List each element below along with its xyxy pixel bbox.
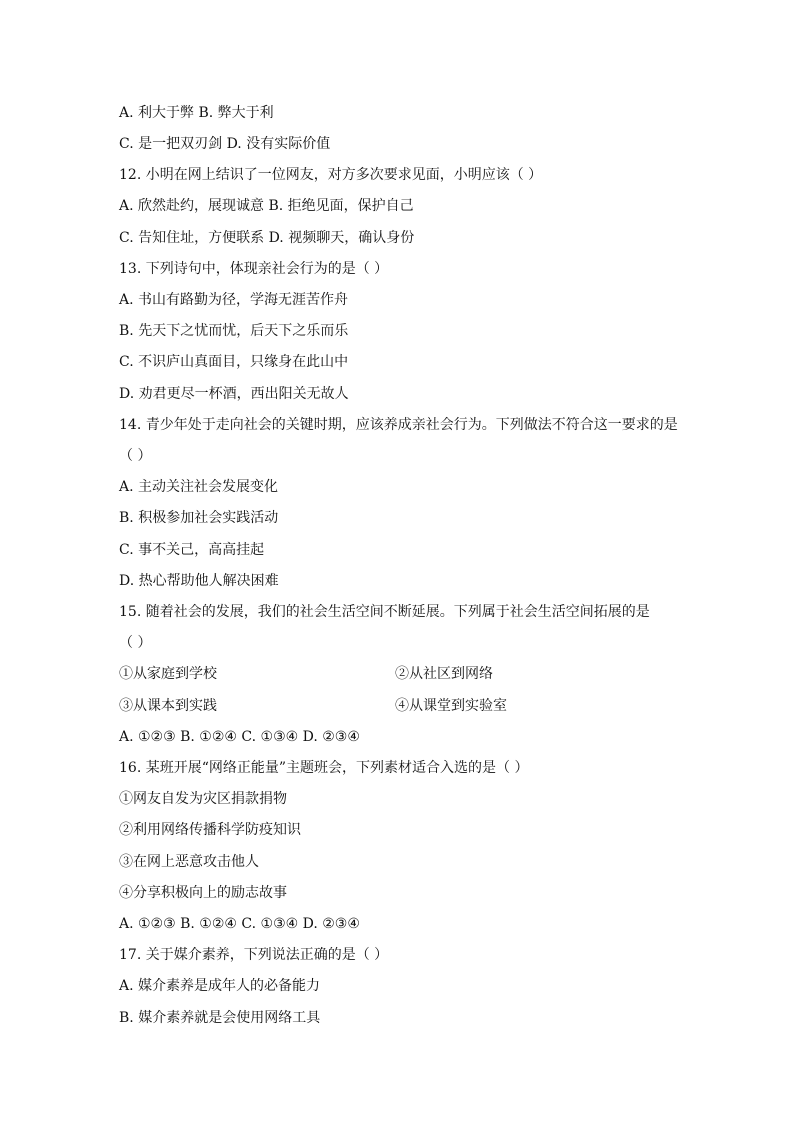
q16-item-1: ①网友自发为灾区捐款捐物 [119,791,287,807]
q15-question: 15. 随着社会的发展，我们的社会生活空间不断延展。下列属于社会生活空间拓展的是 [119,604,650,620]
q17-option-b: B. 媒介素养就是会使用网络工具 [119,1010,321,1026]
q14-option-a: A. 主动关注社会发展变化 [119,479,279,495]
q13-option-d: D. 劝君更尽一杯酒，西出阳关无故人 [119,386,349,402]
q11-options-ab: A. 利大于弊 B. 弊大于利 [119,105,274,121]
q12-options-ab: A. 欣然赴约，展现诚意 B. 拒绝见面，保护自己 [119,198,414,214]
q13-option-c: C. 不识庐山真面目，只缘身在此山中 [119,354,349,370]
q17-option-a: A. 媒介素养是成年人的必备能力 [119,978,321,994]
q15-options: A. ①②③ B. ①②④ C. ①③④ D. ②③④ [119,729,360,745]
q16-item-3: ③在网上恶意攻击他人 [119,854,259,870]
q13-option-a: A. 书山有路勤为径，学海无涯苦作舟 [119,292,349,308]
q16-item-2: ②利用网络传播科学防疫知识 [119,822,301,838]
q13-question: 13. 下列诗句中，体现亲社会行为的是（ ） [119,261,389,277]
q15-item-3: ③从课本到实践 [119,698,217,714]
q15-item-1: ①从家庭到学校 [119,666,217,682]
q13-option-b: B. 先天下之忧而忧，后天下之乐而乐 [119,323,349,339]
q12-question: 12. 小明在网上结识了一位网友，对方多次要求见面，小明应该（ ） [119,167,543,183]
q14-question: 14. 青少年处于走向社会的关键时期，应该养成亲社会行为。下列做法不符合这一要求的是 [119,417,678,433]
q17-question: 17. 关于媒介素养，下列说法正确的是（ ） [119,947,389,963]
q11-options-cd: C. 是一把双刃剑 D. 没有实际价值 [119,136,331,152]
q15-item-2: ②从社区到网络 [395,666,493,682]
q14-option-b: B. 积极参加社会实践活动 [119,510,279,526]
q14-option-d: D. 热心帮助他人解决困难 [119,573,279,589]
q14-answer-blank: （ ） [119,448,152,464]
q15-item-4: ④从课堂到实验室 [395,698,507,714]
q16-options: A. ①②③ B. ①②④ C. ①③④ D. ②③④ [119,916,360,932]
q12-options-cd: C. 告知住址，方便联系 D. 视频聊天，确认身份 [119,230,415,246]
q14-option-c: C. 事不关己，高高挂起 [119,542,265,558]
q16-item-4: ④分享积极向上的励志故事 [119,885,287,901]
q15-answer-blank: （ ） [119,635,152,651]
q16-question: 16. 某班开展“网络正能量”主题班会，下列素材适合入选的是（ ） [119,760,529,776]
